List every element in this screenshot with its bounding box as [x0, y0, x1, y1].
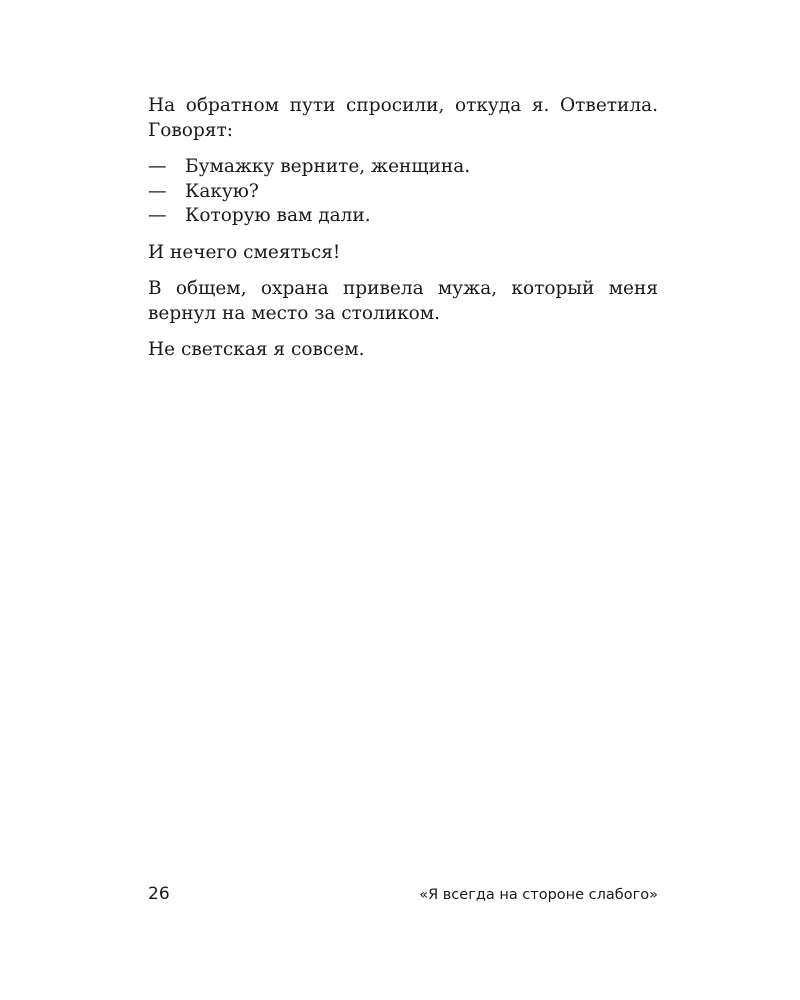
paragraph: Не светская я совсем. [148, 339, 365, 360]
dialog-text: Бумажку верните, женщина. [185, 156, 471, 177]
page-body [148, 94, 658, 375]
page-footer [148, 884, 658, 904]
paragraph: В общем, охрана привела мужа, который меня вернул на место за столиком. [148, 278, 658, 324]
dialog-text: Какую? [185, 180, 259, 202]
paragraph: И нечего смеяться! [148, 241, 341, 263]
page-number: 26 [148, 884, 170, 904]
dialog-dash: — [148, 156, 167, 177]
dialog-text: Которую вам дали. [185, 205, 371, 226]
dialog-dash: — [148, 180, 167, 202]
dialog-line [148, 180, 658, 205]
paragraph: На обратном пути спросили, откуда я. Ответила. Говорят: [148, 95, 658, 141]
dialog-dash: — [148, 205, 167, 226]
running-title: «Я всегда на стороне слабого» [419, 887, 658, 903]
dialog-line [148, 204, 658, 229]
dialog-line [148, 155, 658, 180]
dialog-block [148, 155, 658, 229]
